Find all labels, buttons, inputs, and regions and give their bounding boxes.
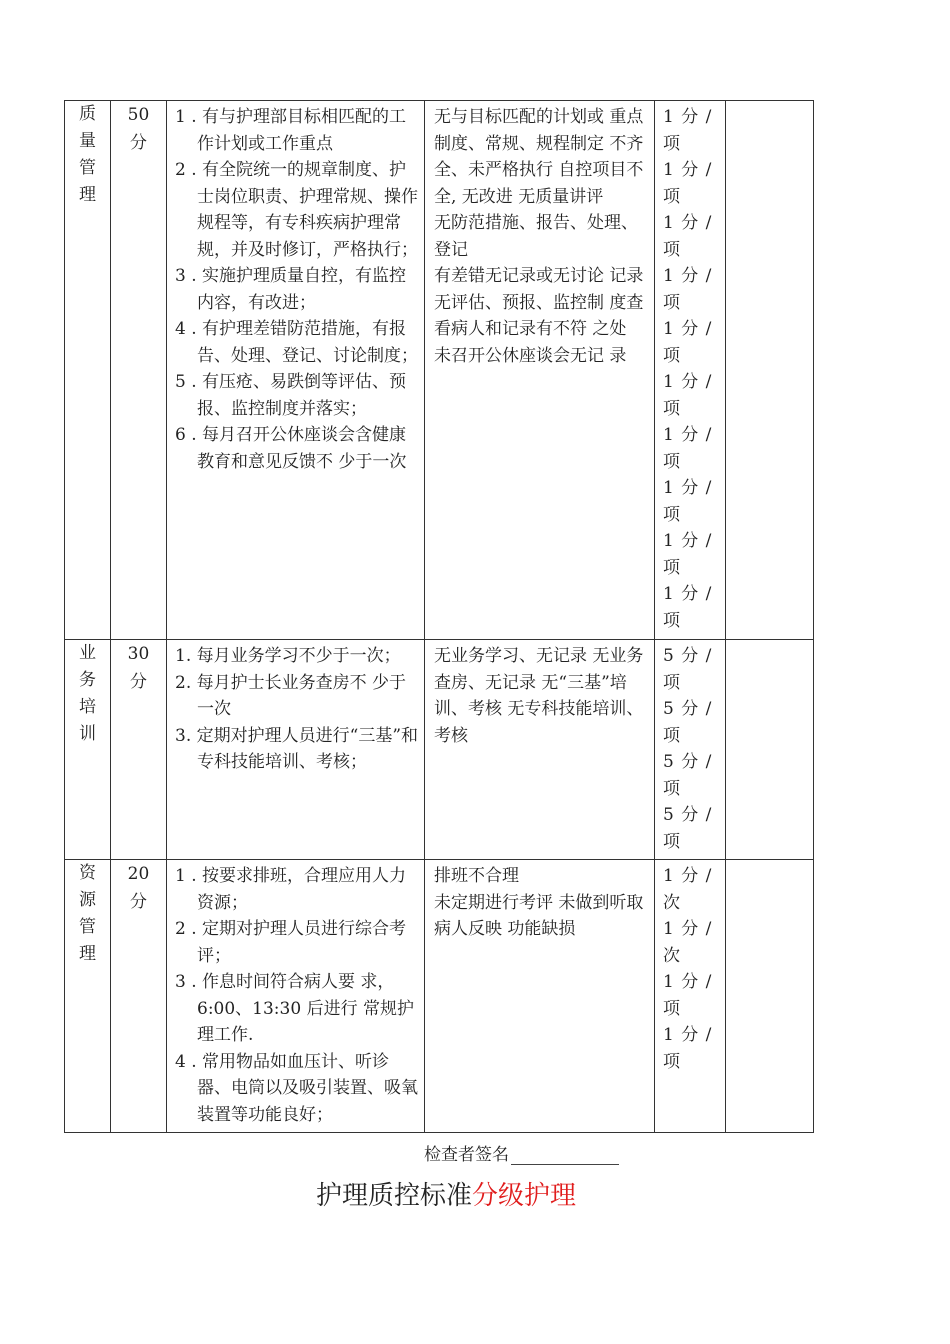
category-char: 量 <box>79 131 96 151</box>
points-text: 1 分 / <box>663 866 713 886</box>
requirements-cell <box>167 640 425 860</box>
points-text: 1 分 / <box>663 584 713 604</box>
deduction-text: 无业务学习、无记录 无业务查房、无记录 无“三基”培训、考核 无专科技能培训、考核 <box>434 646 644 746</box>
points-cell <box>655 101 726 640</box>
points-text: 项 <box>663 133 681 154</box>
quality-standards-table <box>64 100 814 1133</box>
points-text: 次 <box>663 892 681 913</box>
empty-cell <box>726 860 814 1133</box>
score-value: 50 <box>127 105 150 125</box>
deductions-cell <box>425 640 655 860</box>
score-unit: 分 <box>130 672 147 692</box>
points-text: 1 分 / <box>663 478 713 498</box>
points-text: 次 <box>663 945 681 966</box>
requirement-item: 4 . 常用物品如血压计、听诊器、电筒以及吸引装置、吸氧装置等功能良好； <box>175 1051 418 1125</box>
category-cell <box>65 101 111 640</box>
signature-line <box>511 1146 619 1165</box>
points-cell <box>655 640 726 860</box>
deduction-text: 无与目标匹配的计划或 重点 制度、常规、规程制定 不齐全、未严格执行 自控项目不全, 无改进 无质量讲评 无防范措施、报告、处理、登记 有差错无记录或无讨论 记录 无评估、预报、监控制 度查看病人和记录有不符 之处 未召开公休座谈会无记 录 <box>434 107 644 366</box>
points-text: 项 <box>663 831 681 852</box>
category-char: 资 <box>79 863 96 883</box>
requirement-item: 4 . 有护理差错防范措施，有报告、处理、登记、讨论制度； <box>175 319 418 366</box>
deductions-cell <box>425 101 655 640</box>
points-text: 项 <box>663 239 681 260</box>
category-char: 理 <box>79 185 96 205</box>
points-cell <box>655 860 726 1133</box>
category-cell <box>65 860 111 1133</box>
score-cell <box>111 640 167 860</box>
points-text: 项 <box>663 610 681 631</box>
points-text: 1 分 / <box>663 919 713 939</box>
page-title <box>316 1175 576 1212</box>
points-text: 1 分 / <box>663 372 713 392</box>
category-char: 理 <box>79 944 96 964</box>
points-text: 1 分 / <box>663 107 713 127</box>
deductions-cell <box>425 860 655 1133</box>
category-char: 业 <box>79 643 96 663</box>
requirement-item: 1. 每月业务学习不少于一次； <box>175 646 401 666</box>
points-text: 项 <box>663 778 681 799</box>
points-text: 1 分 / <box>663 425 713 445</box>
requirement-item: 3 . 实施护理质量自控，有监控内容，有改进； <box>175 266 407 313</box>
requirements-cell <box>167 860 425 1133</box>
inspector-signature <box>424 1140 619 1165</box>
points-text: 5 分 / <box>663 805 713 825</box>
score-cell <box>111 860 167 1133</box>
points-text: 1 分 / <box>663 531 713 551</box>
score-value: 20 <box>127 864 150 884</box>
category-char: 训 <box>79 724 96 744</box>
points-text: 项 <box>663 345 681 366</box>
points-text: 项 <box>663 292 681 313</box>
requirement-item: 1 . 按要求排班，合理应用人力资源； <box>175 866 407 913</box>
table-row-business-training <box>65 640 814 860</box>
points-text: 5 分 / <box>663 646 713 666</box>
category-char: 源 <box>79 890 96 910</box>
points-text: 1 分 / <box>663 319 713 339</box>
requirement-item: 2. 每月护士长业务查房不 少于一次 <box>175 672 407 719</box>
requirement-item: 2 . 定期对护理人员进行综合考评； <box>175 919 407 966</box>
category-char: 质 <box>79 104 96 124</box>
title-black: 护理质控标准 <box>316 1181 473 1211</box>
table-row-quality-management <box>65 101 814 640</box>
score-unit: 分 <box>130 133 147 153</box>
points-text: 5 分 / <box>663 752 713 772</box>
requirement-item: 2 . 有全院统一的规章制度、护士岗位职责、护理常规、操作规程等，有专科疾病护理常规，并及时修订，严格执行； <box>175 160 418 260</box>
points-text: 1 分 / <box>663 1025 713 1045</box>
requirement-item: 1 . 有与护理部目标相匹配的工作计划或工作重点 <box>175 107 407 154</box>
points-text: 项 <box>663 504 681 525</box>
points-text: 1 分 / <box>663 266 713 286</box>
requirements-cell <box>167 101 425 640</box>
points-text: 项 <box>663 451 681 472</box>
points-text: 项 <box>663 557 681 578</box>
empty-cell <box>726 101 814 640</box>
score-cell <box>111 101 167 640</box>
requirement-item: 5 . 有压疮、易跌倒等评估、预报、监控制度并落实； <box>175 372 407 419</box>
points-text: 1 分 / <box>663 972 713 992</box>
category-char: 管 <box>79 158 96 178</box>
empty-cell <box>726 640 814 860</box>
points-text: 项 <box>663 672 681 693</box>
category-char: 务 <box>79 670 96 690</box>
deduction-text: 排班不合理 未定期进行考评 未做到听取病人反映 功能缺损 <box>434 866 644 939</box>
points-text: 项 <box>663 398 681 419</box>
table-row-resource-management <box>65 860 814 1133</box>
score-unit: 分 <box>130 892 147 912</box>
requirement-item: 6 . 每月召开公休座谈会含健康教育和意见反馈不 少于一次 <box>175 425 407 472</box>
points-text: 项 <box>663 186 681 207</box>
category-char: 管 <box>79 917 96 937</box>
points-text: 1 分 / <box>663 213 713 233</box>
points-text: 项 <box>663 1051 681 1072</box>
points-text: 5 分 / <box>663 699 713 719</box>
score-value: 30 <box>127 644 150 664</box>
points-text: 项 <box>663 998 681 1019</box>
requirement-item: 3 . 作息时间符合病人要 求，6:00、13:30 后进行 常规护理工作. <box>175 972 414 1045</box>
points-text: 项 <box>663 725 681 746</box>
points-text: 1 分 / <box>663 160 713 180</box>
title-red: 分级护理 <box>472 1181 577 1211</box>
signature-label: 检查者签名 <box>424 1145 509 1165</box>
category-cell <box>65 640 111 860</box>
category-char: 培 <box>79 697 96 717</box>
requirement-item: 3. 定期对护理人员进行“三基”和专科技能培训、考核； <box>175 725 419 772</box>
